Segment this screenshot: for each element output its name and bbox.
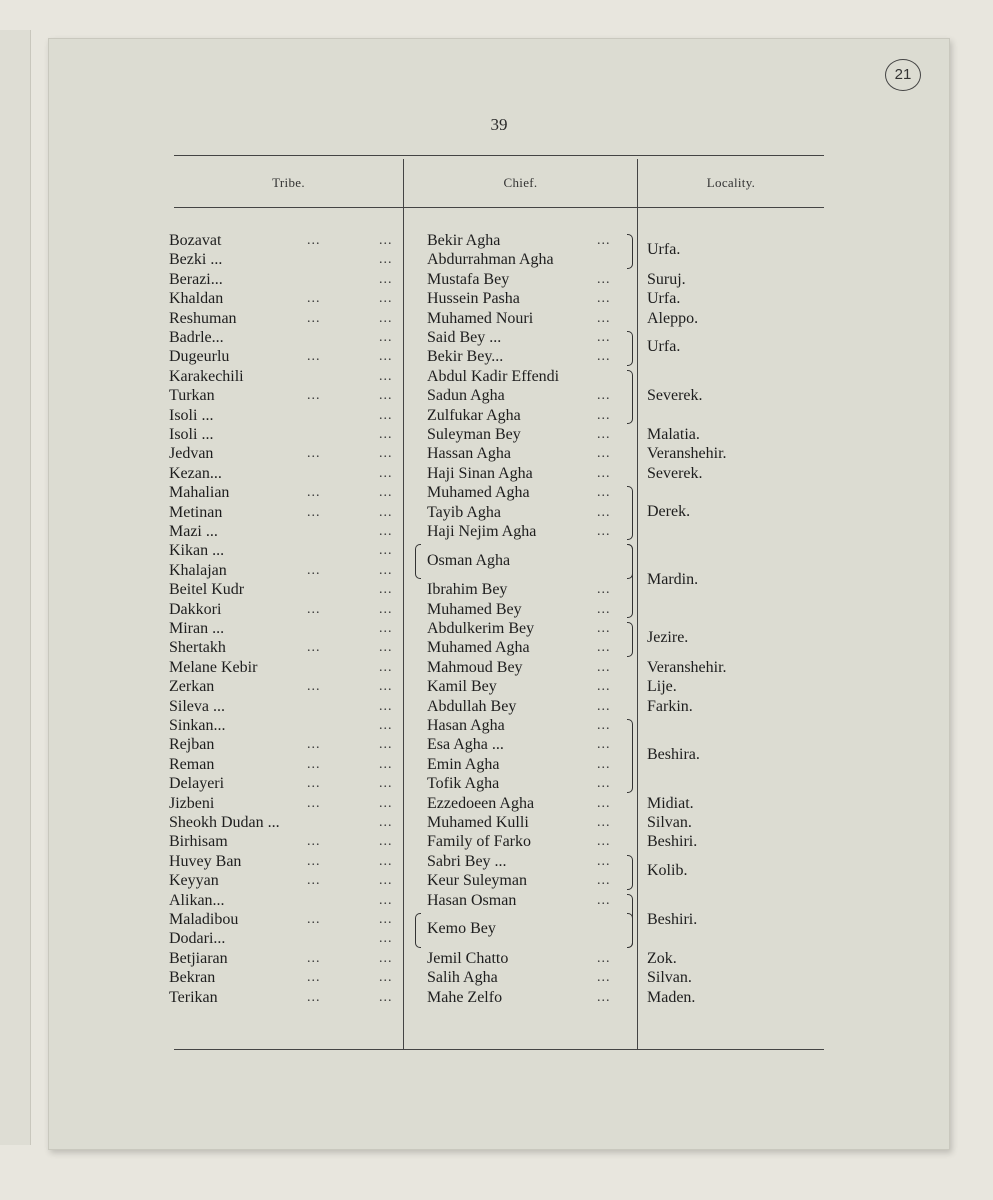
tribe-name: Isoli ...: [169, 426, 214, 443]
leader-dots: ...: [379, 892, 393, 908]
tribe-name: Melane Kebir: [169, 658, 258, 676]
tribe-name: Berazi...: [169, 270, 223, 288]
leader-dots: ...: [597, 601, 611, 617]
leader-dots: ...: [379, 368, 393, 384]
leader-dots: ...: [379, 388, 393, 404]
tribe-name: Miran ...: [169, 620, 225, 637]
locality-name: Beshiri.: [647, 833, 698, 851]
leader-dots: ...: [597, 892, 611, 908]
tribe-name: Dakkori: [169, 600, 222, 618]
tribe-name: Khalajan: [169, 561, 227, 579]
locality-group-brace: [627, 719, 633, 793]
leader-dots: ...: [379, 330, 393, 345]
tribe-name: Kikan ...: [169, 542, 225, 560]
chief-name: Tofik Agha: [427, 775, 500, 793]
header-rule-3: [638, 207, 824, 208]
grouped-locality-name: Mardin.: [647, 571, 699, 589]
leader-dots: ...: [379, 659, 393, 675]
table-top-rule: [174, 155, 824, 156]
leader-dots: ...: [597, 330, 611, 345]
leader-dots: ...: [597, 349, 611, 365]
tribe-name: Bekran: [169, 969, 216, 987]
leader-dots: ...: [597, 756, 611, 772]
leader-dots: ...: [597, 504, 611, 520]
header-chief: Chief.: [503, 175, 538, 190]
locality-name: Veranshehir.: [647, 445, 727, 463]
tribe-name: Metinan: [169, 503, 223, 521]
leader-dots: ...: [379, 271, 393, 287]
chief-name: Kamil Bey: [427, 678, 497, 696]
leader-dots: ...: [379, 853, 393, 869]
locality-name: Midiat.: [647, 794, 694, 812]
leader-dots: ...: [307, 737, 321, 753]
locality-name: Urfa.: [647, 290, 681, 308]
leader-dots: ...: [597, 795, 611, 811]
tribe-name: Reman: [169, 755, 215, 773]
chief-name: Muhamed Nouri: [427, 309, 534, 327]
leader-dots: ...: [597, 659, 611, 675]
leader-dots: ...: [597, 718, 611, 733]
locality-name: Veranshehir.: [647, 658, 727, 676]
leader-dots: ...: [597, 621, 611, 636]
leader-dots: ...: [379, 912, 393, 927]
chief-name: Bekir Agha: [427, 232, 501, 249]
leader-dots: ...: [597, 698, 611, 714]
chief-name: Abdul Kadir Effendi: [427, 367, 560, 385]
leader-dots: ...: [597, 776, 611, 792]
locality-name: Suruj.: [647, 270, 686, 288]
chief-name: Family of Farko: [427, 833, 531, 851]
page-number: 39: [490, 115, 508, 134]
leader-dots: ...: [307, 795, 321, 811]
leader-dots: ...: [597, 989, 611, 1005]
chief-name: Muhamed Agha: [427, 639, 530, 657]
chief-name: Abdurrahman Agha: [427, 251, 554, 269]
chief-name: Hasan Osman: [427, 891, 517, 909]
leader-dots: ...: [597, 873, 611, 889]
header-rule-2: [404, 207, 637, 208]
locality-name: Lije.: [647, 678, 677, 696]
tribe-name: Kezan...: [169, 464, 222, 482]
leader-dots: ...: [597, 485, 611, 501]
locality-name: Farkin.: [647, 697, 693, 715]
leader-dots: ...: [597, 233, 611, 248]
locality-group-brace: [627, 486, 633, 540]
locality-group-brace: [627, 331, 633, 366]
leader-dots: ...: [379, 950, 393, 966]
grouped-locality-name: Jezire.: [647, 629, 689, 647]
tribe-name: Keyyan: [169, 872, 219, 890]
leader-dots: ...: [307, 950, 321, 966]
leader-dots: ...: [379, 795, 393, 811]
leader-dots: ...: [307, 912, 321, 927]
chief-name: Abdullah Bey: [427, 697, 517, 715]
locality-name: Silvan.: [647, 814, 692, 831]
leader-dots: ...: [307, 873, 321, 889]
tribe-name: Terikan: [169, 988, 218, 1006]
chief-name: Hassan Agha: [427, 445, 511, 463]
leader-dots: ...: [379, 737, 393, 753]
tribe-name: Badrle...: [169, 329, 224, 346]
chief-group-brace: [415, 913, 421, 948]
chief-name: Sabri Bey ...: [427, 852, 507, 870]
chief-name: Hussein Pasha: [427, 290, 520, 308]
leader-dots: ...: [597, 465, 611, 481]
column-divider-1: [403, 159, 404, 1049]
leader-dots: ...: [379, 291, 393, 307]
tribe-name: Sinkan...: [169, 717, 226, 734]
leader-dots: ...: [597, 679, 611, 695]
tribe-name: Dodari...: [169, 930, 226, 948]
leader-dots: ...: [379, 310, 393, 326]
leader-dots: ...: [307, 989, 321, 1005]
leader-dots: ...: [307, 834, 321, 850]
tribe-name: Reshuman: [169, 309, 237, 327]
grouped-locality-name: Severek.: [647, 386, 703, 404]
header-rule-1: [174, 207, 403, 208]
leader-dots: ...: [307, 388, 321, 404]
tribe-name: Alikan...: [169, 891, 225, 909]
chief-name: Bekir Bey...: [427, 348, 504, 366]
tribe-name: Jedvan: [169, 445, 214, 463]
chief-name: Tayib Agha: [427, 503, 501, 521]
tribe-name: Shertakh: [169, 639, 226, 657]
chief-name: Mahmoud Bey: [427, 658, 523, 676]
leader-dots: ...: [597, 640, 611, 656]
leader-dots: ...: [307, 601, 321, 617]
chief-name: Sadun Agha: [427, 387, 505, 405]
grouped-locality-name: Beshiri.: [647, 910, 698, 928]
grouped-locality-name: Urfa.: [647, 338, 681, 356]
locality-name: Maden.: [647, 988, 696, 1006]
table-bottom-rule: [174, 1049, 824, 1050]
chief-name: Jemil Chatto: [427, 949, 509, 967]
locality-group-brace: [627, 544, 633, 618]
chief-name: Salih Agha: [427, 969, 498, 987]
chief-name: Keur Suleyman: [427, 872, 527, 890]
chief-group-brace: [415, 544, 421, 579]
leader-dots: ...: [379, 640, 393, 656]
tribe-name: Sileva ...: [169, 697, 225, 715]
chief-name: Esa Agha ...: [427, 736, 504, 754]
leader-dots: ...: [307, 679, 321, 695]
leader-dots: ...: [379, 601, 393, 617]
leader-dots: ...: [379, 679, 393, 695]
chief-name: Haji Nejim Agha: [427, 523, 537, 540]
tribe-name: Beitel Kudr: [169, 581, 245, 599]
tribe-name: Maladibou: [169, 911, 239, 928]
leader-dots: ...: [379, 407, 393, 423]
tribe-name: Huvey Ban: [169, 852, 242, 870]
tribe-name: Zerkan: [169, 678, 215, 696]
tribe-name: Dugeurlu: [169, 348, 230, 366]
leader-dots: ...: [379, 718, 393, 733]
leader-dots: ...: [379, 834, 393, 850]
locality-group-brace: [627, 855, 633, 890]
tribe-name: Jizbeni: [169, 794, 215, 812]
leader-dots: ...: [379, 233, 393, 248]
leader-dots: ...: [597, 291, 611, 307]
chief-name: Emin Agha: [427, 755, 500, 773]
leader-dots: ...: [379, 582, 393, 598]
leader-dots: ...: [597, 310, 611, 326]
locality-group-brace: [627, 234, 633, 269]
leader-dots: ...: [379, 989, 393, 1005]
leader-dots: ...: [379, 562, 393, 578]
tribe-name: Bozavat: [169, 232, 222, 249]
leader-dots: ...: [307, 970, 321, 986]
chief-name: Zulfukar Agha: [427, 406, 521, 424]
locality-group-brace: [627, 622, 633, 657]
leader-dots: ...: [307, 349, 321, 365]
tribe-name: Mahalian: [169, 484, 230, 502]
grouped-locality-name: Kolib.: [647, 862, 688, 880]
leader-dots: ...: [597, 524, 611, 539]
underlying-page-edge: [0, 30, 31, 1145]
leader-dots: ...: [379, 756, 393, 772]
chief-name: Said Bey ...: [427, 329, 502, 346]
grouped-chief-name: Osman Agha: [427, 551, 511, 569]
leader-dots: ...: [597, 737, 611, 753]
tribe-name: Betjiaran: [169, 949, 228, 967]
column-divider-2: [637, 159, 638, 1049]
leader-dots: ...: [379, 815, 393, 830]
grouped-chief-name: Kemo Bey: [427, 920, 496, 938]
leader-dots: ...: [597, 446, 611, 462]
leader-dots: ...: [307, 853, 321, 869]
tribe-name: Isoli ...: [169, 406, 214, 424]
tribe-name: Khaldan: [169, 290, 224, 308]
tribe-name: Birhisam: [169, 833, 228, 851]
leader-dots: ...: [597, 950, 611, 966]
leader-dots: ...: [307, 504, 321, 520]
chief-name: Hasan Agha: [427, 717, 505, 734]
chief-name: Haji Sinan Agha: [427, 464, 533, 482]
leader-dots: ...: [307, 485, 321, 501]
locality-group-brace: [627, 894, 633, 948]
chief-name: Mustafa Bey: [427, 270, 510, 288]
leader-dots: ...: [307, 233, 321, 248]
leader-dots: ...: [307, 756, 321, 772]
tribe-name: Delayeri: [169, 775, 225, 793]
chief-name: Muhamed Agha: [427, 484, 530, 502]
leader-dots: ...: [597, 834, 611, 850]
leader-dots: ...: [307, 562, 321, 578]
locality-name: Aleppo.: [647, 309, 699, 327]
leader-dots: ...: [379, 776, 393, 792]
leader-dots: ...: [379, 504, 393, 520]
header-locality: Locality.: [706, 175, 756, 190]
leader-dots: ...: [379, 543, 393, 559]
chief-name: Mahe Zelfo: [427, 988, 503, 1006]
leader-dots: ...: [307, 310, 321, 326]
folio-stamp: 21: [885, 59, 921, 91]
tribe-name: Turkan: [169, 387, 215, 405]
leader-dots: ...: [307, 291, 321, 307]
leader-dots: ...: [307, 446, 321, 462]
chief-name: Muhamed Kulli: [427, 814, 529, 831]
locality-name: Malatia.: [647, 426, 700, 443]
locality-group-brace: [627, 370, 633, 424]
leader-dots: ...: [597, 582, 611, 598]
leader-dots: ...: [379, 970, 393, 986]
header-tribe: Tribe.: [272, 175, 305, 190]
tribe-name: Sheokh Dudan ...: [169, 814, 280, 831]
chief-name: Suleyman Bey: [427, 426, 521, 443]
leader-dots: ...: [597, 970, 611, 986]
chief-name: Ezzedoeen Agha: [427, 794, 535, 812]
chief-name: Abdulkerim Bey: [427, 620, 535, 637]
leader-dots: ...: [379, 349, 393, 365]
locality-name: Zok.: [647, 949, 677, 967]
chief-name: Ibrahim Bey: [427, 581, 508, 599]
leader-dots: ...: [597, 271, 611, 287]
leader-dots: ...: [379, 621, 393, 636]
leader-dots: ...: [379, 446, 393, 462]
leader-dots: ...: [379, 873, 393, 889]
grouped-locality-name: Beshira.: [647, 745, 700, 763]
leader-dots: ...: [379, 524, 393, 539]
grouped-locality-name: Urfa.: [647, 241, 681, 259]
locality-name: Severek.: [647, 464, 703, 482]
locality-name: Silvan.: [647, 969, 692, 987]
tribe-name: Karakechili: [169, 367, 244, 385]
leader-dots: ...: [307, 640, 321, 656]
leader-dots: ...: [597, 407, 611, 423]
grouped-locality-name: Derek.: [647, 503, 691, 521]
leader-dots: ...: [379, 698, 393, 714]
tribe-name: Mazi ...: [169, 523, 218, 540]
tribe-name: Rejban: [169, 736, 215, 754]
chief-name: Muhamed Bey: [427, 600, 522, 618]
leader-dots: ...: [597, 815, 611, 830]
leader-dots: ...: [379, 485, 393, 501]
leader-dots: ...: [379, 252, 393, 268]
leader-dots: ...: [307, 776, 321, 792]
leader-dots: ...: [597, 853, 611, 869]
leader-dots: ...: [597, 427, 611, 442]
leader-dots: ...: [597, 388, 611, 404]
leader-dots: ...: [379, 465, 393, 481]
leader-dots: ...: [379, 427, 393, 442]
document-page: [48, 38, 950, 1150]
leader-dots: ...: [379, 931, 393, 947]
tribe-name: Bezki ...: [169, 251, 223, 269]
